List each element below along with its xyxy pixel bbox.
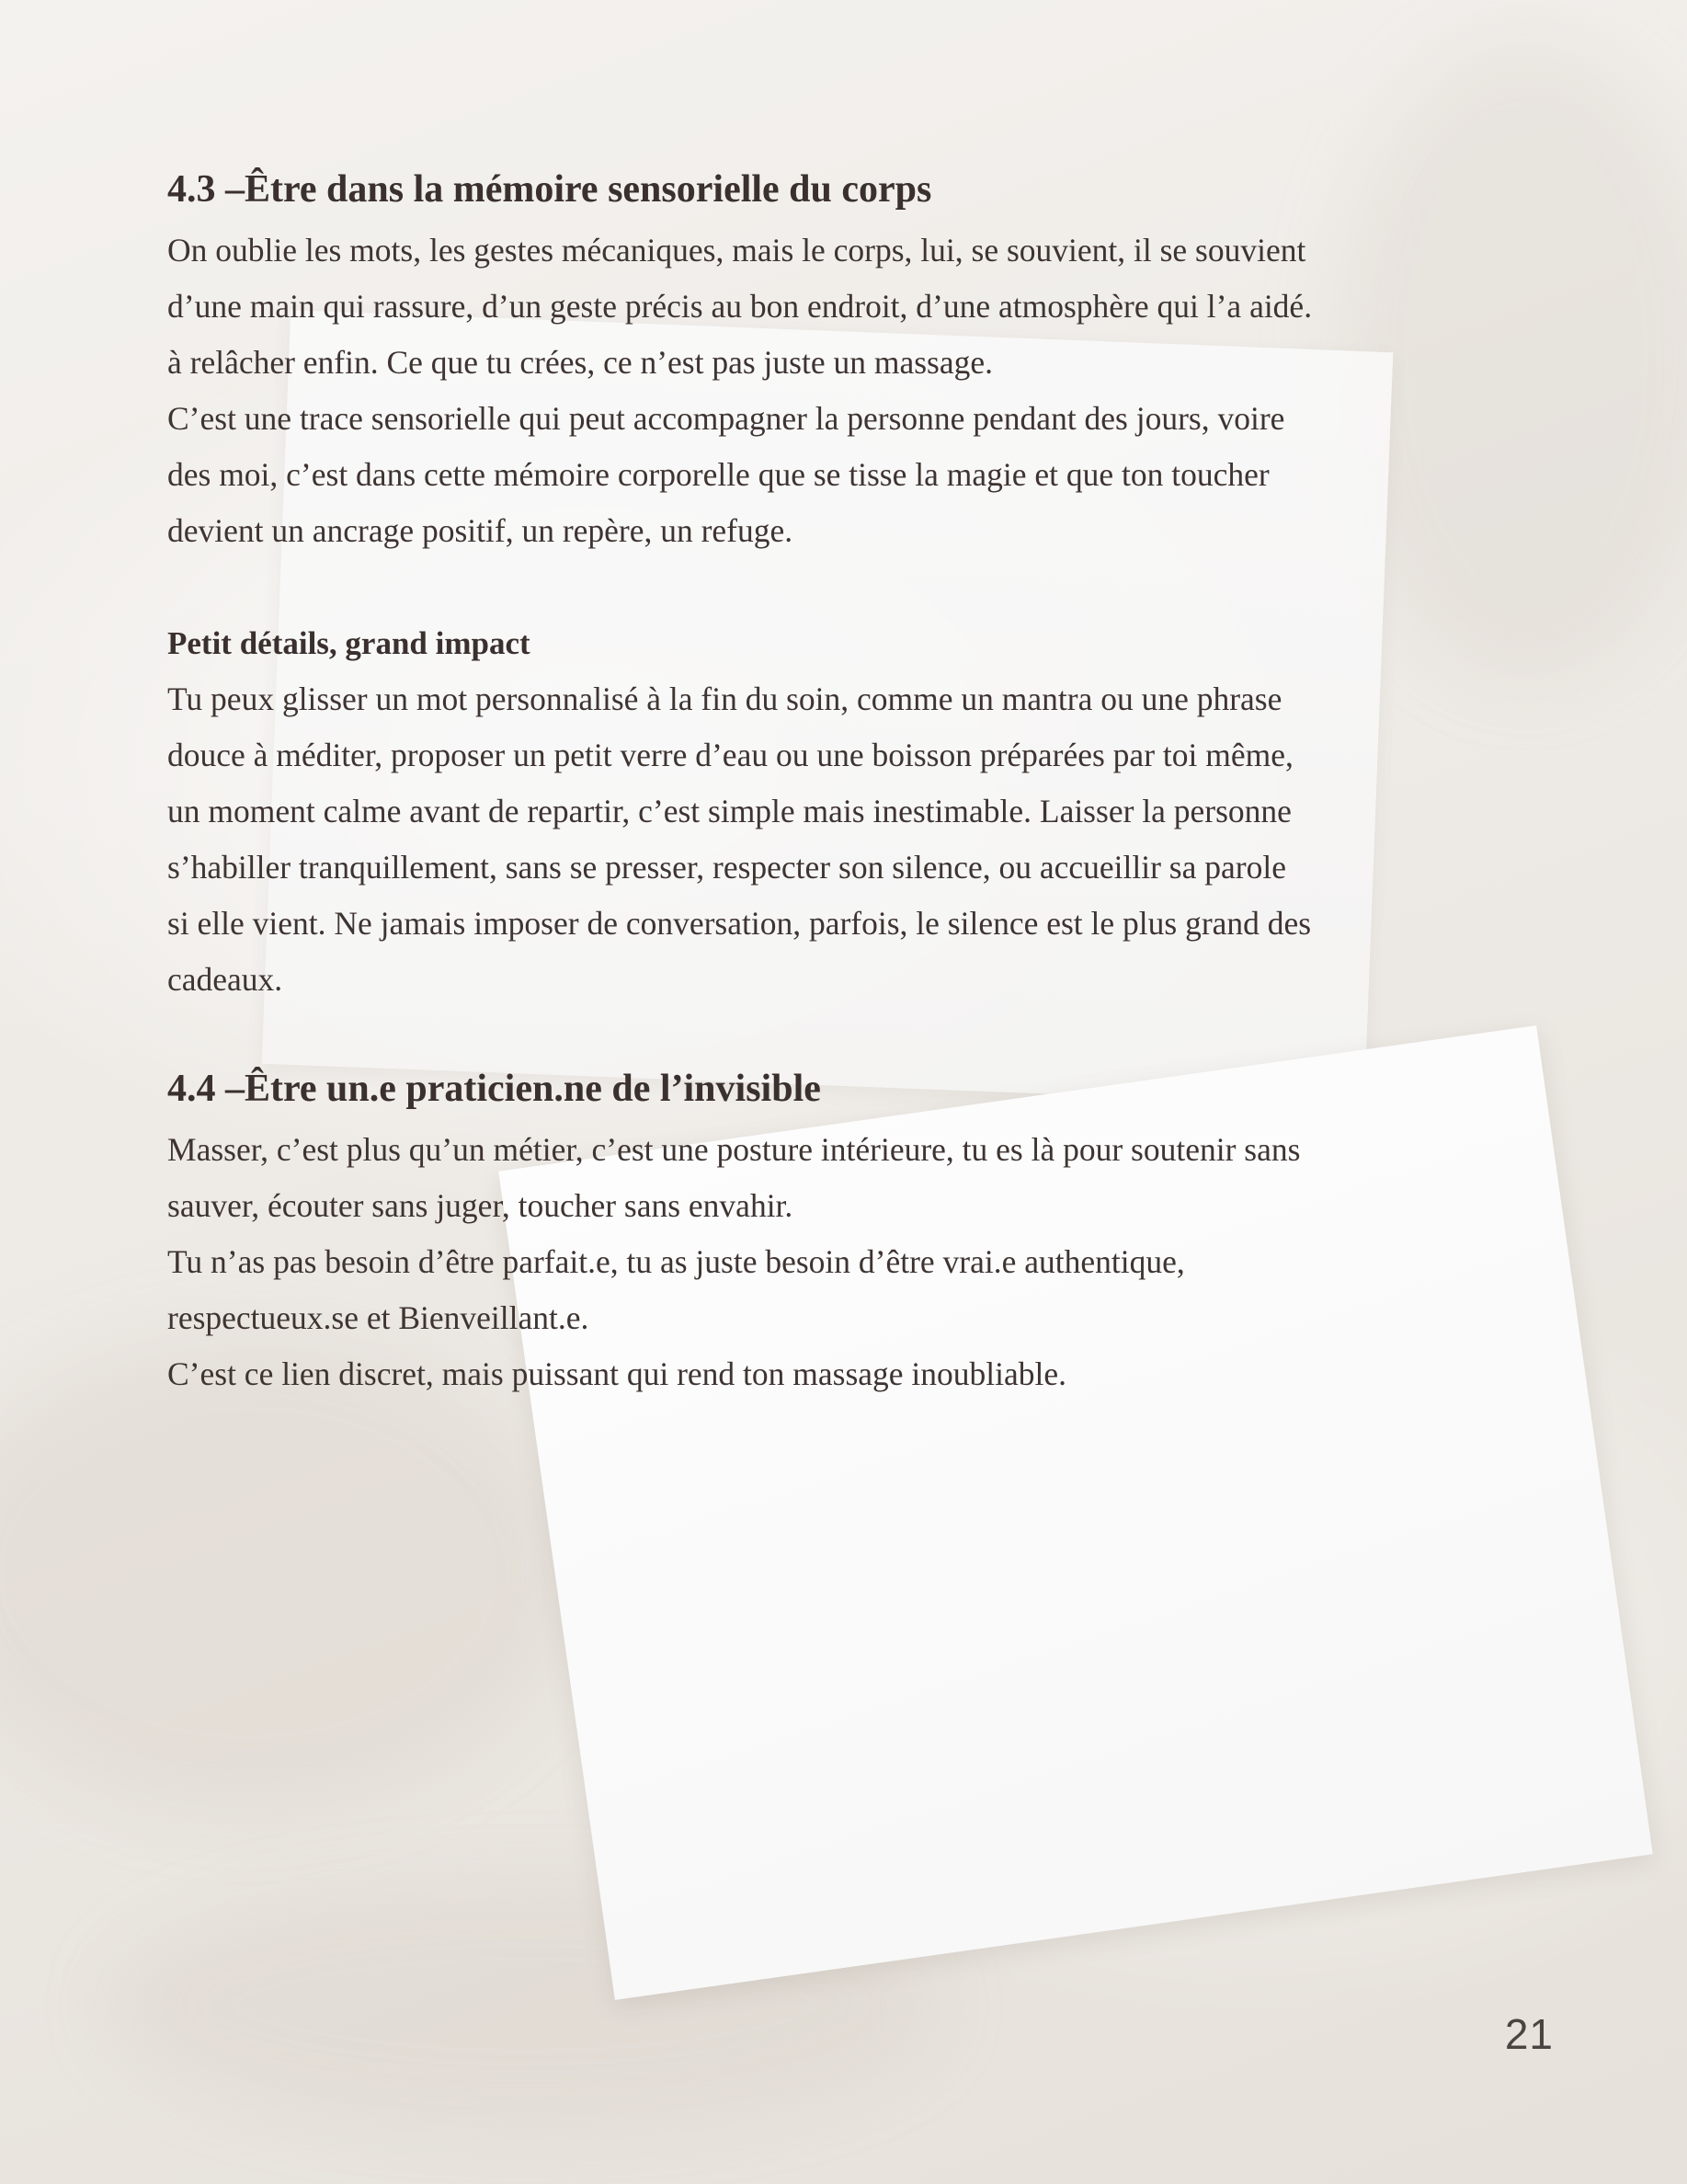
- section-petit-details: [167, 615, 1528, 1008]
- section-4-4: [167, 1056, 1528, 1402]
- paragraph-line: devient un ancrage positif, un repère, un refuge.: [167, 512, 793, 549]
- spacer: [167, 1008, 1528, 1056]
- paragraph-line: sauver, écouter sans juger, toucher sans envahir.: [167, 1187, 793, 1224]
- paragraph-line: Tu n’as pas besoin d’être parfait.e, tu as juste besoin d’être vrai.e authentique,: [167, 1243, 1185, 1280]
- paragraph-line: douce à méditer, proposer un petit verre d’eau ou une boisson préparées par toi même,: [167, 737, 1294, 773]
- subsection-heading: Petit détails, grand impact: [167, 625, 530, 661]
- paragraph-line: si elle vient. Ne jamais imposer de conversation, parfois, le silence est le plus grand des: [167, 905, 1312, 942]
- paragraph-line: cadeaux.: [167, 961, 283, 998]
- paragraph-line: d’une main qui rassure, d’un geste précis au bon endroit, d’une atmosphère qui l’a aidé.: [167, 288, 1313, 325]
- page-content: [167, 156, 1528, 1402]
- paragraph-line: Tu peux glisser un mot personnalisé à la fin du soin, comme un mantra ou une phrase: [167, 680, 1282, 717]
- paragraph-line: On oublie les mots, les gestes mécaniques, mais le corps, lui, se souvient, il se souvient: [167, 232, 1306, 269]
- section-4-3: [167, 156, 1528, 559]
- page-number: 21: [1504, 2010, 1554, 2058]
- paragraph-line: des moi, c’est dans cette mémoire corporelle que se tisse la magie et que ton toucher: [167, 456, 1270, 493]
- paragraph-line: C’est une trace sensorielle qui peut accompagner la personne pendant des jours, voire: [167, 400, 1285, 437]
- paragraph-line: Masser, c’est plus qu’un métier, c’est une posture intérieure, tu es là pour soutenir sans: [167, 1131, 1301, 1168]
- paragraph-line: à relâcher enfin. Ce que tu crées, ce n’est pas juste un massage.: [167, 344, 993, 381]
- paragraph-line: s’habiller tranquillement, sans se presser, respecter son silence, ou accueillir sa parole: [167, 849, 1286, 886]
- leaf-shadow: [0, 1333, 570, 1812]
- paragraph-line: respectueux.se et Bienveillant.e.: [167, 1299, 589, 1336]
- spacer: [167, 559, 1528, 615]
- paragraph-line: un moment calme avant de repartir, c’est simple mais inestimable. Laisser la personne: [167, 793, 1292, 829]
- section-heading: 4.3 –Être dans la mémoire sensorielle du corps: [167, 168, 932, 211]
- section-heading: 4.4 –Être un.e praticien.ne de l’invisible: [167, 1068, 821, 1110]
- paragraph-line: C’est ce lien discret, mais puissant qui rend ton massage inoubliable.: [167, 1355, 1067, 1392]
